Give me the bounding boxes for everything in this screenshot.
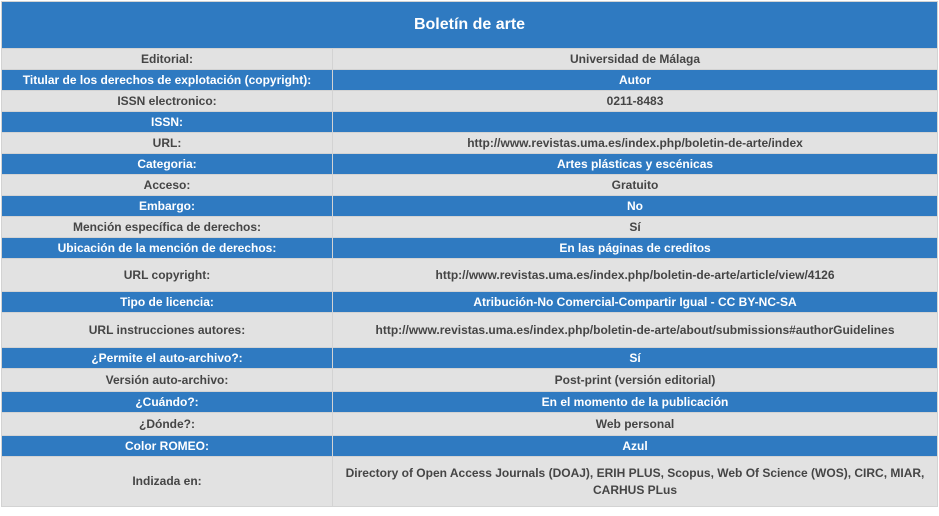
row-label: Editorial: <box>2 49 333 70</box>
table-row-categoria <box>2 154 938 175</box>
row-label: ISSN: <box>2 112 333 133</box>
row-label: Embargo: <box>2 196 333 217</box>
row-value: Gratuito <box>333 175 938 196</box>
row-label: Titular de los derechos de explotación (copyright): <box>2 70 333 91</box>
row-value: Autor <box>333 70 938 91</box>
row-label: Mención específica de derechos: <box>2 217 333 238</box>
row-value: No <box>333 196 938 217</box>
row-label: Versión auto-archivo: <box>2 369 333 392</box>
row-value: Directory of Open Access Journals (DOAJ), ERIH PLUS, Scopus, Web Of Science (WOS), CIRC, MIAR, CARHUS PLus <box>333 457 938 507</box>
table-row-cuando <box>2 392 938 413</box>
row-value: Atribución-No Comercial-Compartir Igual - CC BY-NC-SA <box>333 292 938 313</box>
table-row-issn-electronico <box>2 91 938 112</box>
row-label: Tipo de licencia: <box>2 292 333 313</box>
row-label: Indizada en: <box>2 457 333 507</box>
table-row-indizada <box>2 457 938 507</box>
table-row-color-romeo <box>2 436 938 457</box>
row-value-link[interactable]: http://www.revistas.uma.es/index.php/boletin-de-arte/article/view/4126 <box>333 259 938 292</box>
row-label: Acceso: <box>2 175 333 196</box>
table-row-copyright <box>2 70 938 91</box>
row-label: Color ROMEO: <box>2 436 333 457</box>
row-value <box>333 112 938 133</box>
row-value: Post-print (versión editorial) <box>333 369 938 392</box>
row-value-link[interactable]: http://www.revistas.uma.es/index.php/boletin-de-arte/about/submissions#authorGuidelines <box>333 313 938 348</box>
table-row-editorial <box>2 49 938 70</box>
row-value: Sí <box>333 217 938 238</box>
row-label: Ubicación de la mención de derechos: <box>2 238 333 259</box>
table-row-licencia <box>2 292 938 313</box>
journal-info-panel <box>1 1 937 507</box>
row-label: ¿Dónde?: <box>2 413 333 436</box>
row-label: ¿Cuándo?: <box>2 392 333 413</box>
row-label: ISSN electronico: <box>2 91 333 112</box>
table-row-url-instrucciones <box>2 313 938 348</box>
row-label: ¿Permite el auto-archivo?: <box>2 348 333 369</box>
row-value: Web personal <box>333 413 938 436</box>
row-value: Azul <box>333 436 938 457</box>
row-value-link[interactable]: http://www.revistas.uma.es/index.php/boletin-de-arte/index <box>333 133 938 154</box>
table-row-embargo <box>2 196 938 217</box>
table-row-donde <box>2 413 938 436</box>
row-value: En el momento de la publicación <box>333 392 938 413</box>
table-row-acceso <box>2 175 938 196</box>
table-row-url-copyright <box>2 259 938 292</box>
row-label: URL instrucciones autores: <box>2 313 333 348</box>
table-row-issn <box>2 112 938 133</box>
journal-info-table <box>1 1 938 507</box>
table-row-mencion <box>2 217 938 238</box>
table-row-auto-archivo <box>2 348 938 369</box>
page-title: Boletín de arte <box>2 2 938 49</box>
row-label: URL copyright: <box>2 259 333 292</box>
row-value: En las páginas de creditos <box>333 238 938 259</box>
table-row-version <box>2 369 938 392</box>
row-value: Artes plásticas y escénicas <box>333 154 938 175</box>
row-value: 0211-8483 <box>333 91 938 112</box>
row-value: Universidad de Málaga <box>333 49 938 70</box>
table-row-ubicacion <box>2 238 938 259</box>
row-label: URL: <box>2 133 333 154</box>
table-row-url <box>2 133 938 154</box>
row-value: Sí <box>333 348 938 369</box>
row-label: Categoria: <box>2 154 333 175</box>
